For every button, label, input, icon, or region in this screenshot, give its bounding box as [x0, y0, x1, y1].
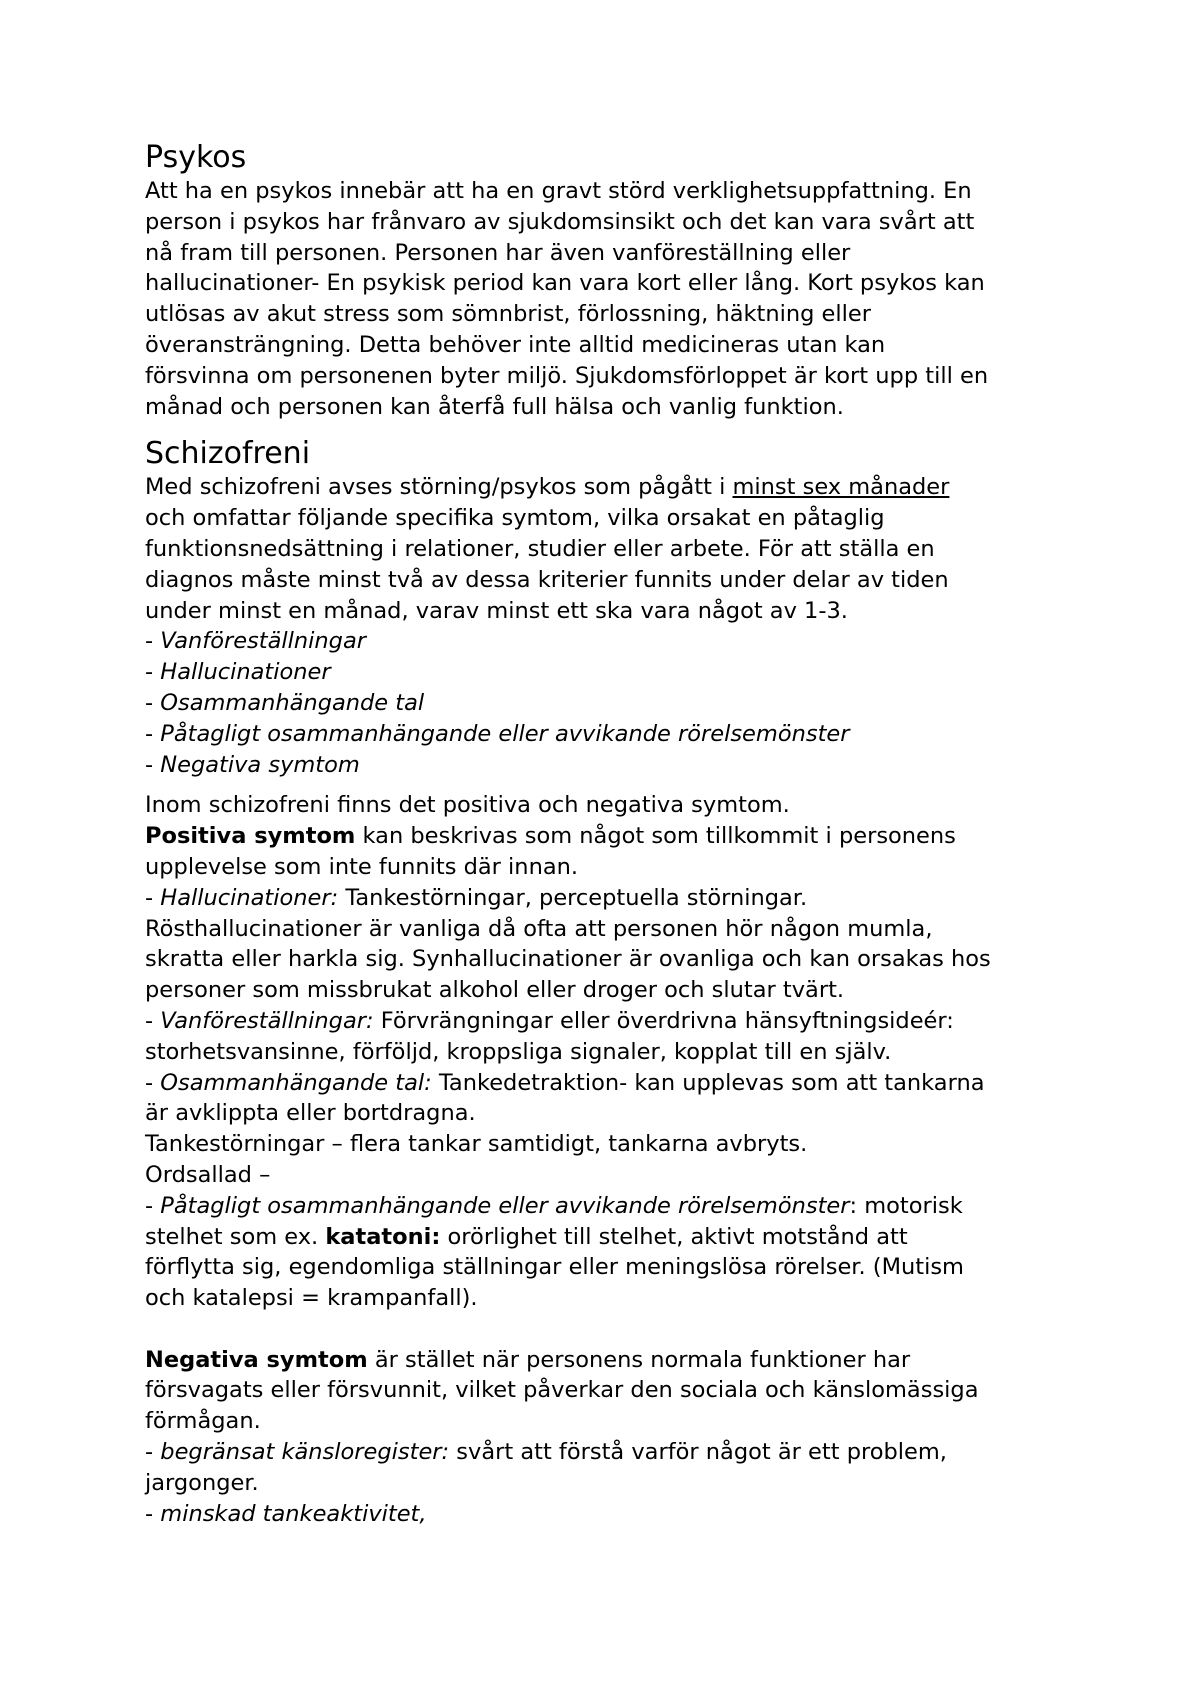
underlined-text: minst sex månader: [732, 474, 950, 501]
list-dash: -: [145, 751, 161, 778]
text-run: Tankedetraktion- kan upplevas som att tankarna: [431, 1069, 985, 1096]
text-run: orörlighet till stelhet, aktivt motstånd att: [440, 1223, 908, 1250]
list-dash: -: [145, 1192, 161, 1219]
italic-term: Vanföreställningar:: [160, 1007, 374, 1034]
italic-term: minskad tankeaktivitet,: [160, 1500, 427, 1527]
spacer: [145, 1314, 1075, 1345]
text-line: storhetsvansinne, förföljd, kroppsliga signaler, kopplat till en själv.: [145, 1038, 892, 1065]
text-line: Inom schizofreni finns det positiva och negativa symtom.: [145, 792, 790, 819]
text-line: månad och personen kan återfå full hälsa och vanlig funktion.: [145, 393, 844, 420]
list-item: [145, 719, 1075, 750]
list-dash: -: [145, 1069, 161, 1096]
bold-term: Positiva symtom: [145, 823, 356, 850]
list-dash: -: [145, 1439, 161, 1466]
heading-psykos: Psykos: [145, 140, 247, 175]
text-line: försvagats eller försvunnit, vilket påverkar den sociala och känslomässiga: [145, 1377, 979, 1404]
negativa-section: [145, 1345, 1075, 1530]
text-line: diagnos måste minst två av dessa kriterier funnits under delar av tiden: [145, 566, 949, 593]
bold-term: katatoni:: [325, 1223, 441, 1250]
text-line: [145, 1437, 1075, 1468]
text-run: Med schizofreni avses störning/psykos som pågått i: [145, 474, 733, 501]
list-item: [145, 626, 1075, 657]
text-line: [145, 883, 1075, 914]
list-dash: -: [145, 689, 161, 716]
list-dash: -: [145, 1500, 161, 1527]
text-line: förmågan.: [145, 1408, 261, 1435]
text-run: kan beskrivas som något som tillkommit i personens: [355, 823, 956, 850]
list-item-text: Påtagligt osammanhängande eller avvikande rörelsemönster: [160, 720, 850, 747]
text-line: skratta eller harkla sig. Synhallucinationer är ovanliga och kan orsakas hos: [145, 946, 991, 973]
italic-term: Osammanhängande tal:: [160, 1069, 432, 1096]
list-item-text: Hallucinationer: [160, 659, 331, 686]
text-line: Ordsallad –: [145, 1161, 271, 1188]
list-dash: -: [145, 659, 161, 686]
text-run: : motorisk: [849, 1192, 963, 1219]
list-dash: -: [145, 884, 161, 911]
text-run: är stället när personens normala funktioner har: [367, 1346, 911, 1373]
text-line: under minst en månad, varav minst ett ska vara något av 1-3.: [145, 597, 848, 624]
text-line: och omfattar följande specifika symtom, vilka orsakat en påtaglig: [145, 505, 885, 532]
positiva-section: [145, 821, 1075, 1314]
list-dash: -: [145, 628, 161, 655]
text-line: förflytta sig, egendomliga ställningar eller meningslösa rörelser. (Mutism: [145, 1254, 964, 1281]
text-line: personer som missbrukat alkohol eller droger och slutar tvärt.: [145, 977, 845, 1004]
italic-term: Påtagligt osammanhängande eller avvikande rörelsemönster: [160, 1192, 850, 1219]
text-line: överansträngning. Detta behöver inte alltid medicineras utan kan: [145, 331, 886, 358]
text-line: [145, 1068, 1075, 1099]
text-line: person i psykos har frånvaro av sjukdomsinsikt och det kan vara svårt att: [145, 208, 975, 235]
text-line: [145, 1191, 1075, 1222]
list-item: [145, 657, 1075, 688]
text-line: Rösthallucinationer är vanliga då ofta att personen hör någon mumla,: [145, 915, 933, 942]
text-line: nå fram till personen. Personen har även vanföreställning eller: [145, 239, 851, 266]
psykos-paragraph: [145, 176, 1075, 422]
italic-term: begränsat känsloregister:: [160, 1439, 450, 1466]
text-line: [145, 1345, 1075, 1376]
heading-schizofreni: Schizofreni: [145, 436, 311, 472]
text-run: stelhet som ex.: [145, 1223, 326, 1250]
text-run: svårt att förstå varför något är ett problem,: [449, 1439, 947, 1466]
text-line: funktionsnedsättning i relationer, studier eller arbete. För att ställa en: [145, 535, 935, 562]
text-line: Tankestörningar – flera tankar samtidigt, tankarna avbryts.: [145, 1131, 808, 1158]
text-line: [145, 1006, 1075, 1037]
text-line: utlösas av akut stress som sömnbrist, förlossning, häktning eller: [145, 301, 871, 328]
text-line: [145, 1222, 1075, 1253]
text-line: försvinna om personenen byter miljö. Sjukdomsförloppet är kort upp till en: [145, 362, 989, 389]
criteria-list: [145, 626, 1075, 780]
list-item: [145, 688, 1075, 719]
bold-term: Negativa symtom: [145, 1346, 368, 1373]
text-line: Att ha en psykos innebär att ha en gravt störd verklighetsuppfattning. En: [145, 178, 972, 204]
list-item-text: Vanföreställningar: [160, 628, 366, 655]
list-dash: -: [145, 1007, 161, 1034]
document-page: [145, 140, 1075, 1529]
text-line: [145, 1499, 1075, 1530]
text-line: [145, 821, 1075, 852]
list-dash: -: [145, 720, 161, 747]
text-run: Tankestörningar, perceptuella störningar.: [338, 884, 808, 911]
text-line: och katalepsi = krampanfall).: [145, 1285, 478, 1312]
text-line: upplevelse som inte funnits där innan.: [145, 853, 579, 880]
list-item: [145, 750, 1075, 781]
text-line: [145, 472, 1075, 503]
schizofreni-intro: [145, 472, 1075, 626]
list-item-text: Negativa symtom: [160, 751, 360, 778]
text-run: Förvrängningar eller överdrivna hänsyftningsideér:: [373, 1007, 954, 1034]
text-line: jargonger.: [145, 1469, 259, 1496]
italic-term: Hallucinationer:: [160, 884, 339, 911]
text-line: är avklippta eller bortdragna.: [145, 1100, 476, 1127]
text-line: hallucinationer- En psykisk period kan vara kort eller lång. Kort psykos kan: [145, 270, 985, 297]
spacer: [145, 780, 1075, 790]
list-item-text: Osammanhängande tal: [160, 689, 425, 716]
